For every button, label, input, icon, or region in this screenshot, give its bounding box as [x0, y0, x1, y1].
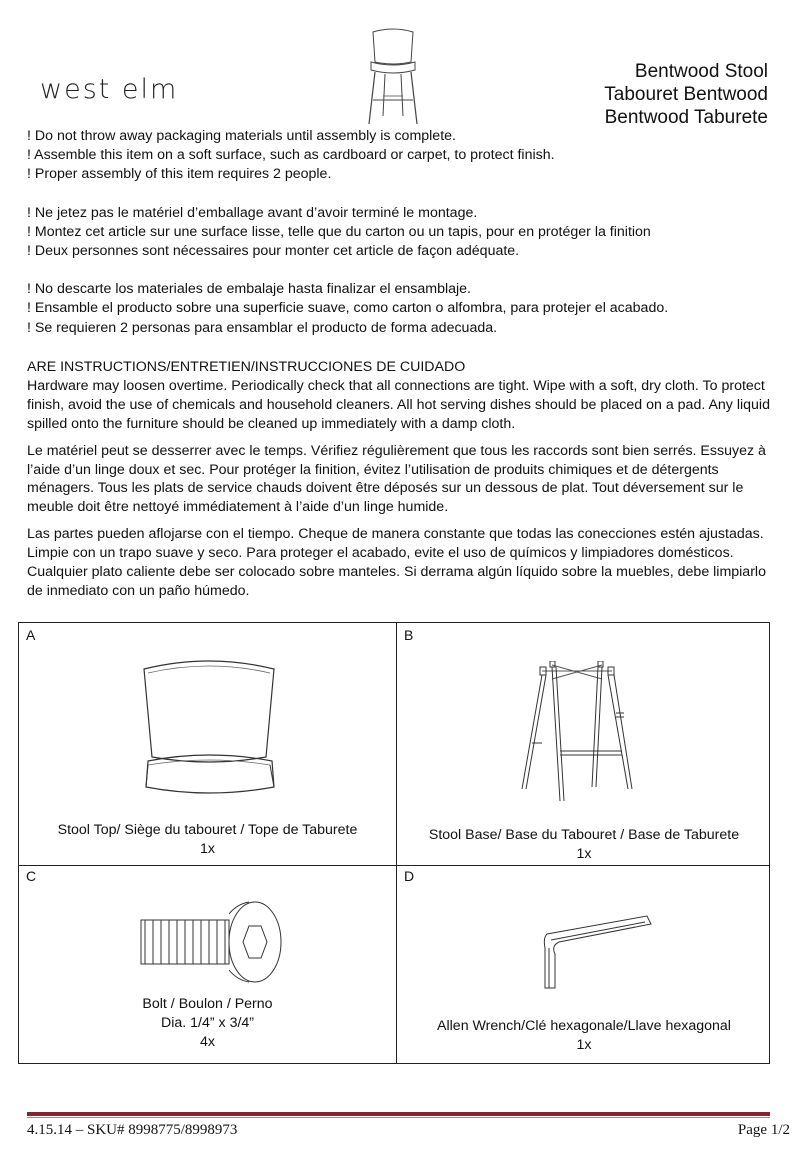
- assembly-notes: [27, 127, 777, 357]
- note-line: ! Montez cet article sur une surface lisse, telle que du carton ou un tapis, pour en protéger la finition: [27, 223, 651, 240]
- part-cell-d: [397, 866, 771, 1065]
- part-name: Allen Wrench/Clé hexagonale/Llave hexagonal: [437, 1018, 731, 1034]
- part-quantity: 4x: [200, 1034, 215, 1050]
- footer-rule-thin: [27, 1117, 770, 1118]
- stool-illustration: [363, 26, 423, 126]
- product-title-es: Bentwood Taburete: [604, 107, 768, 128]
- care-text-english: Hardware may loosen overtime. Periodically check that all connections are tight. Wipe with a soft, dry cloth. To protect finish, avoid the use of chemicals and household cleaners. All hot serving dishes should be placed on a pad. Any liquid spilled onto the furniture should be cleaned up immediately with a damp cloth.: [27, 377, 770, 432]
- note-line: ! Proper assembly of this item requires 2 people.: [27, 166, 332, 183]
- note-line: ! Ensamble el producto sobre una superficie suave, como carton o alfombra, para protejer el acabado.: [27, 300, 669, 317]
- part-cell-b: [397, 623, 771, 865]
- part-name: Stool Base/ Base du Tabouret / Base de Taburete: [428, 827, 740, 843]
- bolt-illustration: [137, 898, 287, 988]
- part-name: Stool Top/ Siège du tabouret / Tope de Taburete: [57, 822, 358, 838]
- note-line: ! Assemble this item on a soft surface, such as cardboard or carpet, to protect finish.: [27, 147, 555, 164]
- note-line: ! Se requieren 2 personas para ensamblar el producto de forma adecuada.: [27, 319, 498, 336]
- part-quantity: 1x: [200, 841, 215, 857]
- notes-english: [27, 127, 777, 185]
- parts-table: [18, 622, 770, 1064]
- notes-spanish: [27, 280, 777, 338]
- part-size: Dia. 1/4” x 3/4”: [160, 1015, 255, 1031]
- part-quantity: 1x: [576, 846, 592, 862]
- page-number: Page 1/2: [737, 1122, 790, 1138]
- note-line: ! Ne jetez pas le matériel d’emballage avant d’avoir terminé le montage.: [27, 204, 478, 221]
- note-line: ! Deux personnes sont nécessaires pour monter cet article de façon adéquate.: [27, 243, 520, 260]
- notes-french: [27, 204, 777, 262]
- part-letter: A: [26, 627, 36, 643]
- footer-sku: 4.15.14 – SKU# 8998775/8998973: [27, 1122, 238, 1138]
- brand-logo: west elm: [40, 74, 179, 105]
- note-line: ! Do not throw away packaging materials until assembly is complete.: [27, 128, 456, 144]
- care-instructions: [27, 358, 782, 609]
- product-title-fr: Tabouret Bentwood: [604, 84, 768, 105]
- part-letter: D: [404, 868, 415, 884]
- part-cell-c: [19, 866, 396, 1065]
- care-heading: ARE INSTRUCTIONS/ENTRETIEN/INSTRUCCIONES DE CUIDADO: [27, 359, 466, 375]
- care-text-french: Le matériel peut se desserrer avec le temps. Vérifiez régulièrement que tous les raccords sont bien serrés. Essuyez à l’aide d’un linge doux et sec. Pour protéger la finition, évitez l’utilisation de produits chimiques et de détergents ménagers. Tous les plats de service chauds doivent être déposés sur un dessous de plat. Tout déversement sur le meuble doit être nettoyé immédiatement à l’aide d’un linge humide.: [27, 442, 766, 516]
- part-quantity: 1x: [576, 1037, 592, 1053]
- allen-wrench-illustration: [537, 914, 667, 994]
- product-title-en: Bentwood Stool: [634, 61, 768, 82]
- product-title-block: [604, 60, 768, 129]
- note-line: ! No descarte los materiales de embalaje hasta finalizar el ensamblaje.: [27, 281, 471, 298]
- stool-base-illustration: [512, 661, 642, 811]
- footer-rule: [27, 1112, 770, 1116]
- part-letter: B: [404, 627, 414, 643]
- part-cell-a: [19, 623, 396, 865]
- stool-top-illustration: [134, 657, 284, 807]
- care-text-spanish: Las partes pueden aflojarse con el tiempo. Cheque de manera constante que todas las conecciones estén ajustadas. Limpie con un trapo suave y seco. Para proteger el acabado, evite el uso de químicos y limpiadores domésticos. Cualquier plato caliente debe ser colocado sobre manteles. Si derrama algún líquido sobre la muebles, debe limpiarlo de inmediato con un paño húmedo.: [27, 526, 766, 599]
- part-letter: C: [26, 868, 37, 884]
- part-name: Bolt / Boulon / Perno: [142, 996, 273, 1012]
